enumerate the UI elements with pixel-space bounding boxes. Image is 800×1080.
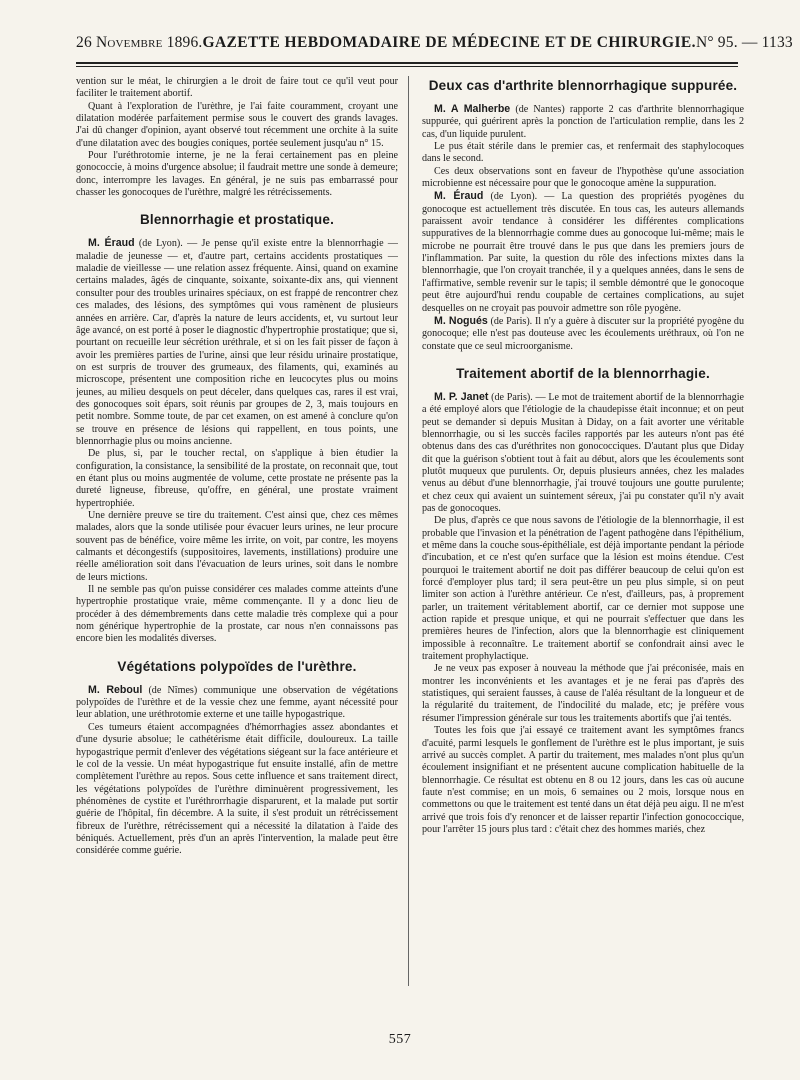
- paragraph: De plus, si, par le toucher rectal, on s'applique à bien étudier la configuration, la consistance, la sensibilité de la prostate, on reconnait que, tout en étant plus ou moins augmentée de volume, cette prostate ne présente pas la dureté ligneuse, fibreuse, qu'offre, en général, une prostate vraiment hypertrophiée.: [76, 448, 398, 509]
- paragraph: Le pus était stérile dans le premier cas, et renfermait des staphylocoques dans le second.: [422, 141, 744, 165]
- section-title-prostatique: Blennorrhagie et prostatique.: [139, 212, 335, 228]
- header-rule-thick: [76, 62, 738, 64]
- left-column: [76, 76, 398, 1006]
- paragraph-text: (de Nantes) rapporte 2 cas d'arthrite blennorrhagique suppurée, qui guérirent après la ponction de l'articulation remplie, dans les 2 cas, d'un liquide purulent.: [422, 104, 744, 140]
- paragraph: vention sur le méat, le chirurgien a le droit de faire tout ce qu'il veut pour faciliter le traitement abortif.: [76, 76, 398, 100]
- paragraph: Ces deux observations sont en faveur de l'hypothèse qu'une association microbienne est nécessaire pour que le gonocoque amène la suppuration.: [422, 165, 744, 190]
- paragraph: Une dernière preuve se tire du traitement. C'est ainsi que, chez ces mêmes malades, alors que la sonde utilisée pour évacuer leurs urines, ne leur procure souvent pas de bénéfice, voire même les irrite, on voit, par contre, les moyens calmants et décongestifs (suppositoires, lavements, instillations) produire une réelle amélioration soit dans l'évacuation de leurs urines, soit dans le nombre de leurs mictions.: [76, 510, 398, 583]
- paragraph: Ces tumeurs étaient accompagnées d'hémorrhagies assez abondantes et d'une dysurie absolue; le cathétérisme était difficile, douloureux. La taille hypogastrique permit d'enlever des végétations siégeant sur la face antérieure et le col de la vessie. Un méat hypogastrique fut ensuite installé, afin de mettre complètement l'urèthre au repos. Sous cette influence et sans traitement direct, les végétations polypoïdes de l'urèthre diminuèrent progressivement, les phénomènes de cystite et l'uréthrorrhagie disparurent, et la malade put sortir guérie de l'hôpital, fin décembre. A la suite, il s'est produit un rétrécissement fibreux de l'urèthre, rétrécissement qui a nécessité la dilatation à l'aide des béniqués. Actuellement, près d'un an après l'intervention, la malade peut être considérée comme guérie.: [76, 721, 398, 857]
- author-name: M. A Malherbe: [434, 103, 511, 115]
- column-divider: [408, 76, 409, 986]
- author-name: M. P. Janet: [434, 390, 489, 403]
- paragraph: Toutes les fois que j'ai essayé ce traitement avant les symptômes francs d'acuité, parmi lesquels le gonflement de l'urèthre est le plus important, je suis arrivé au succès complet. A partir du traitement, mes malades n'ont plus qu'un écoulement insignifiant et ne présentent aucune complication habituelle de la blennorrhagie. Ce résultat est obtenu en 8 ou 12 jours, dans les cas où aucune faute n'est commise; en un mois, 6 semaines ou 2 mois, lorsque nous en commettons ou que le traitement est tenté dans un état déjà peu aigu. Il ne m'est arrivé que trois fois d'y renoncer et de laisser repartir l'infection gonococcique, pour l'arrêter 15 jours plus tard : c'était chez des hommes mariés, chez: [422, 725, 744, 835]
- journal-title: GAZETTE HEBDOMADAIRE DE MÉDECINE ET DE CHIRURGIE.: [202, 34, 696, 51]
- author-name: M. Reboul: [88, 683, 143, 696]
- section-title-vegetations: Végétations polypoïdes de l'urèthre.: [117, 658, 357, 674]
- paragraph-text: (de Lyon). — Je pense qu'il existe entre la blennorrhagie — maladie de jeunesse — et, d'autre part, certains accidents prostatiques — maladie de vieillesse — une relation assez fréquente. Ainsi, quand on examine certains malades, âgés de cinquante, soixante, soixante-dix ans, qui viennent consulter pour des troubles urinaires spéciaux, on est frappé de rencontrer chez ces malades, des lésions, des symptômes qui vous ramènent de plusieurs années en arrière. Car, d'après la nature de leurs accidents, et, vu surtout leur âge avancé, on est porté à poser le diagnostic d'hypertrophie prostatique; que si, pourtant on recueille leur sécrétion uréthrale, et si on les fait pisser de façon à avoir les premières parties de l'urine, ainsi que leur résidu urinaire prostatique, on est surpris de trouver des grumeaux, des filaments, qui, examinés au microscope, présentent une composition riche en leucocytes plus ou moins jeunes, au milieu desquels on peut déceler, dans quelques cas, rares il est vrai, des gonocoques soit épars, soit réunis par groupes de 2, 3, mais toujours en petit nombre. Somme toute, de par cet examen, on est amené à conclure qu'on se trouve en présence de lésions qui rappellent, en tous points, une blennorrhagie plus ou moins ancienne.: [76, 238, 398, 447]
- right-column: [422, 76, 744, 1006]
- paragraph: Je ne veux pas exposer à nouveau la méthode que j'ai préconisée, mais en montrer les inconvénients et les avantages et je ne ferai pas d'après des statistiques, qui seraient fausses, à cause de l'aléa résultant de la longueur et de la régularité du traitement, de l'indocilité du malade, etc; je préfère vous résumer l'impression générale sur tous les traitements abortifs que j'ai tentés.: [422, 663, 744, 724]
- issue-number: N° 95. — 1133: [695, 34, 793, 51]
- paragraph: [422, 103, 744, 141]
- author-name: M. Nogués: [434, 314, 488, 327]
- author-name: M. Éraud: [434, 190, 484, 203]
- issue-date: 26 Novembre 1896.: [76, 34, 203, 51]
- paragraph: Il ne semble pas qu'on puisse considérer ces malades comme atteints d'une hypertrophie prostatique vraie, même commençante. Il y a donc lieu de procéder à des démembrements dans cette maladie très complexe qui a pour nom générique hypertrophie de la prostate, car nous n'en connaissons pas encore bien les modalités diverses.: [76, 584, 398, 645]
- page-number: 557: [388, 1032, 412, 1047]
- paragraph: [76, 237, 398, 448]
- author-name: M. Éraud: [88, 237, 135, 250]
- paragraph: [76, 684, 398, 722]
- paragraph-text: (de Nîmes) communique une observation de végétations polypoïdes de l'urèthre et de la vessie chez une femme, ayant nécessité pour leur ablation, une uréthrotomie externe et une taille hypogastrique.: [76, 684, 398, 721]
- paragraph-text: (de Paris). Il n'y a guère à discuter sur la propriété pyogène du gonocoque; elle n'est pas douteuse avec les écoulements uréthraux, où l'on ne constate que ce seul microorganisme.: [422, 315, 744, 352]
- paragraph-text: (de Paris). — Le mot de traitement abortif de la blennorrhagie a été employé alors que l'étiologie de la chaudepisse était inconnue; et on peut peut se demander si depuis Musitan à Diday, on a fait avorter une véritable blennorrhagie, ou si les succès faciles rapportés par les auteurs n'ont pas été obtenus dans des cas d'uréthrites non gonococciques. D'autant plus que Diday dit que la guérison s'obtient tout à fait au début, alors que les écoulements sont plutôt muqueux que purulents. Or, depuis plusieurs années, chez les malades venus au début d'une blennorrhagie, j'ai trouvé toujours une goutte purulente; et chez ceux qui avaient un suintement séreux, j'ai pu constater qu'il n'y avait pas de gonocoques.: [422, 391, 744, 514]
- header-rule-thin: [76, 66, 738, 67]
- section-title-arthrite: Deux cas d'arthrite blennorrhagique suppurée.: [428, 78, 738, 93]
- section-title-traitement: Traitement abortif de la blennorrhagie.: [456, 365, 710, 381]
- paragraph: Quant à l'exploration de l'urèthre, je l'ai faite couramment, croyant une dilatation modérée parfaitement permise sous le couvert des grands lavages. J'ai dû changer d'opinion, ayant observé tout récemment une orchite à la suite d'une dilatation avec des bougies coniques, portée seulement jusqu'au n° 15.: [76, 100, 398, 149]
- paragraph: De plus, d'après ce que nous savons de l'étiologie de la blennorrhagie, il est probable que l'invasion et la pénétration de l'agent pathogène dans l'épithélium, et même dans la couche sous-épithéliale, est déjà importante pendant la période d'incubation, et ce n'est qu'en surface que la lésion est moins étendue. C'est pourquoi le traitement abortif ne doit pas différer beaucoup de celui qu'on est forcé d'employer plus tard; il sera peut-être un peu plus simple, si on peut limiter son action à l'urèthre antérieur. Ce n'est, d'ailleurs, pas, à proprement parler, un traitement véritablement abortif, car ce dernier mot suppose une action rapide et presque unique, et qui ne pourrait s'effectuer que dans les premières heures de l'infection, alors que la blennorrhagie est cliniquement impossible à reconnaître. Le traitement abortif se confondrait ainsi avec le traitement prophylactique.: [422, 515, 744, 663]
- paragraph: [422, 190, 744, 314]
- paragraph: Pour l'uréthrotomie interne, je ne la ferai certainement pas en pleine gonococcie, à moins d'urgence absolue; il faudrait mettre une sonde à demeure; donc, interrompre les lavages. En général, je ne suis pas embarrassé pour chasser les gonocoques de l'urèthre, malgré les rétrécissements.: [76, 150, 398, 199]
- paragraph: [422, 315, 744, 353]
- running-head: [76, 34, 793, 56]
- paragraph: [422, 391, 744, 515]
- paragraph-text: (de Lyon). — La question des propriétés pyogènes du gonocoque est actuellement très discutée. En tous cas, les auteurs allemands paraissent avoir tendance à considérer les différentes complications suppuratives de la blennorrhagie comme dues au gonocoque lui-même; mais le microbe ne pourrait être trouvé dans le pus que dans les premiers jours de l'inflammation. Par suite, la question du rôle des infections mixtes dans la blennorrhagie, que l'on croyait tranchée, il y a quelques années, dans le sens de l'affirmative, semble revenir sur le tapis; il semble démontré que le gonocoque peut être aujourd'hui rendu coupable de certaines complications, au sujet desquelles on ne croyait pas pouvoir admettre son rôle pyogène.: [422, 191, 744, 314]
